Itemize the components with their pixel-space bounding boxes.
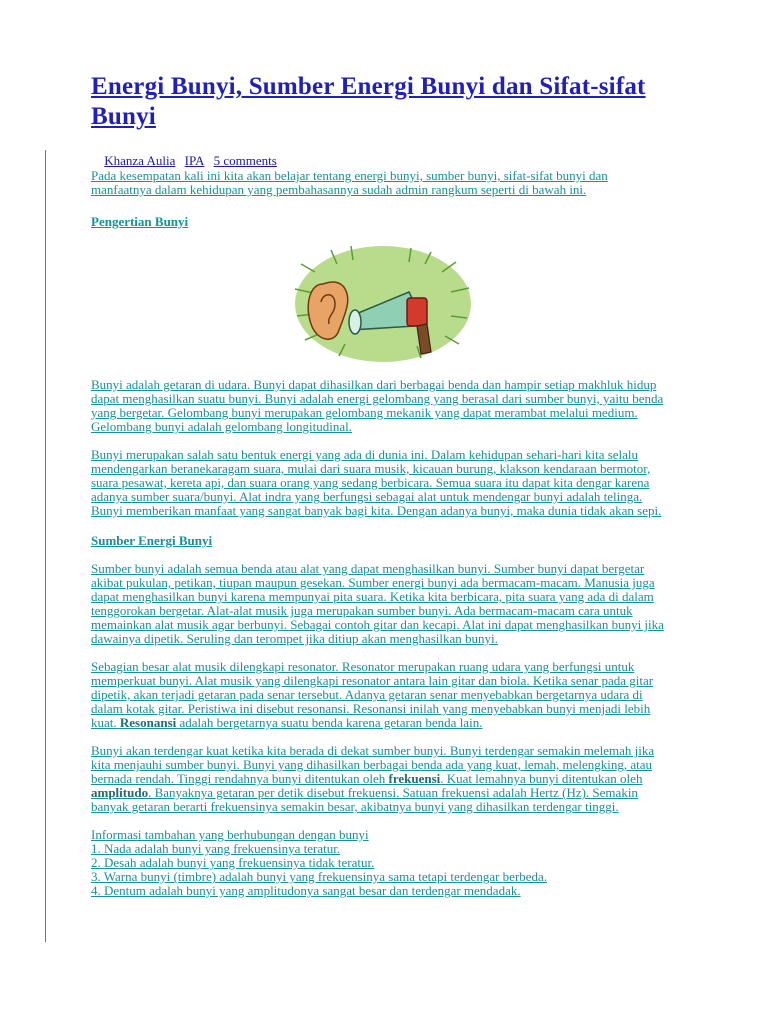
sidebar-divider <box>45 150 46 942</box>
article <box>91 72 681 898</box>
sumber-paragraph-2[interactable]: Sebagian besar alat musik dilengkapi resonator. Resonator merupakan ruang udara yang berfungsi untuk memperkuat bunyi. Alat musik yang dilengkapi resonator antara lain gitar dan biola. Ketika senar pada gitar dipetik, akan terjadi getaran pada senar tersebut. Adanya getaran senar menyebabkan bergetarnya udara di dalam kotak gitar. Peristiwa ini disebut resonansi. Resonansi inilah yang menyebabkan bunyi menjadi lebih kuat. Resonansi adalah bergetarnya suatu benda karena getaran benda lain. <box>91 659 654 730</box>
article-title[interactable]: Energi Bunyi, Sumber Energi Bunyi dan Sifat-sifat Bunyi <box>91 73 646 130</box>
list-item[interactable]: 2. Desah adalah bunyi yang frekuensinya tidak teratur. <box>91 855 375 870</box>
list-item[interactable]: 3. Warna bunyi (timbre) adalah bunyi yang frekuensinya sama tetapi terdengar berbeda. <box>91 869 548 884</box>
category-link[interactable]: IPA <box>184 153 205 168</box>
author-link[interactable]: Khanza Aulia <box>104 153 176 168</box>
list-item[interactable]: 1. Nada adalah bunyi yang frekuensinya teratur. <box>91 841 341 856</box>
post-meta <box>91 154 681 168</box>
comments-link[interactable]: 5 comments <box>213 153 277 168</box>
ear-megaphone-illustration <box>291 244 476 364</box>
frekuensi-term: frekuensi <box>388 771 441 786</box>
pengertian-paragraph-2[interactable]: Bunyi merupakan salah satu bentuk energi yang ada di dunia ini. Dalam kehidupan sehari-hari kita selalu mendengarkan beranekaragam suara, mulai dari suara musik, kicauan burung, klakson kendaraan bermotor, suara pesawat, kereta api, dan suara orang yang sedang berbicara. Semua suara itu dapat kita dengar karena adanya sumber suara/bunyi. Alat indra yang berfungsi sebagai alat untuk mendengar bunyi adalah telinga. Bunyi memberikan manfaat yang sangat banyak bagi kita. Dengan adanya bunyi, maka dunia tidak akan sepi. <box>91 447 662 518</box>
intro-paragraph[interactable]: Pada kesempatan kali ini kita akan belajar tentang energi bunyi, sumber bunyi, sifat-sifat bunyi dan manfaatnya dalam kehidupan yang pembahasannya sudah admin rangkum seperti di bawah ini. <box>91 168 608 197</box>
resonansi-term: Resonansi <box>119 715 177 730</box>
amplitudo-term: amplitudo <box>91 785 149 800</box>
section-heading-pengertian[interactable]: Pengertian Bunyi <box>91 214 189 229</box>
sumber-paragraph-3[interactable]: Bunyi akan terdengar kuat ketika kita berada di dekat sumber bunyi. Bunyi terdengar semakin melemah jika kita menjauhi sumber bunyi. Bunyi yang dihasilkan berbagai benda ada yang kuat, lemah, melengking, atau bernada rendah. Tinggi rendahnya bunyi ditentukan oleh frekuensi. Kuat lemahnya bunyi ditentukan oleh amplitudo. Banyaknya getaran per detik disebut frekuensi. Satuan frekuensi adalah Hertz (Hz). Semakin banyak getaran berarti frekuensinya semakin besar, akibatnya bunyi yang dihasilkan terdengar tinggi. <box>91 743 655 814</box>
list-item[interactable]: 4. Dentum adalah bunyi yang amplitudonya sangat besar dan terdengar mendadak. <box>91 883 521 898</box>
section-heading-sumber[interactable]: Sumber Energi Bunyi <box>91 533 213 548</box>
ear-megaphone-icon <box>291 244 476 364</box>
sumber-paragraph-1[interactable]: Sumber bunyi adalah semua benda atau alat yang dapat menghasilkan bunyi. Sumber bunyi dapat bergetar akibat pukulan, petikan, tiupan maupun gesekan. Sumber energi bunyi ada bermacam-macam. Manusia juga dapat menghasilkan bunyi karena mempunyai pita suara. Ketika kita berbicara, pita suara yang ada di dalam tenggorokan bergetar. Alat-alat musik juga merupakan sumber bunyi. Ada bermacam-macam cara untuk memainkan alat musik agar berbunyi. Sebagai contoh gitar dan kecapi. Alat ini dapat menghasilkan bunyi jika dawainya dipetik. Seruling dan terompet jika ditiup akan menghasilkan bunyi. <box>91 561 664 646</box>
pengertian-paragraph-1[interactable]: Bunyi adalah getaran di udara. Bunyi dapat dihasilkan dari berbagai benda dan hampir setiap makhluk hidup dapat menghasilkan suatu bunyi. Bunyi adalah energi gelombang yang berasal dari sumber bunyi, yaitu benda yang bergetar. Gelombang bunyi merupakan gelombang mekanik yang dapat merambat melalui medium. Gelombang bunyi adalah gelombang longitudinal. <box>91 377 664 434</box>
info-heading[interactable]: Informasi tambahan yang berhubungan dengan bunyi <box>91 827 369 842</box>
